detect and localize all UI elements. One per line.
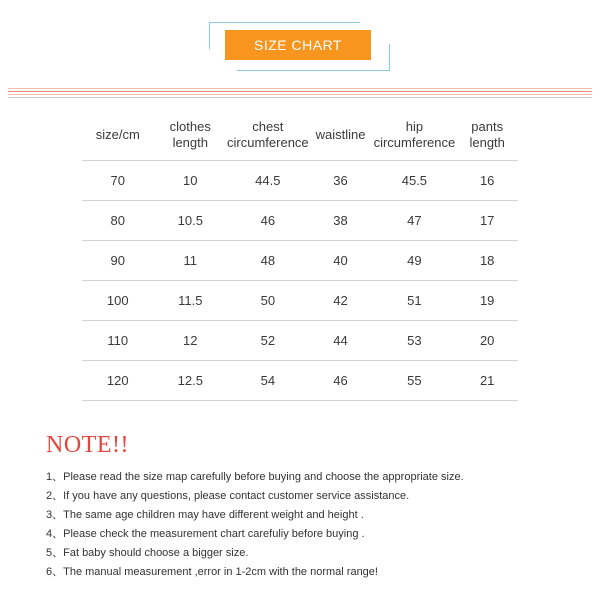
table-cell: 120	[82, 361, 154, 401]
header-waistline: waistline	[309, 110, 373, 161]
table-cell: 90	[82, 241, 154, 281]
table-row	[82, 161, 518, 201]
table-cell: 46	[227, 201, 309, 241]
size-chart-header	[205, 18, 395, 74]
note-item: 2、If you have any questions, please contact customer service assistance.	[46, 490, 410, 502]
table-cell: 54	[227, 361, 309, 401]
note-item: 3、The same age children may have different weight and height .	[46, 509, 364, 521]
header-size: size/cm	[82, 110, 154, 161]
table-cell: 10.5	[154, 201, 227, 241]
table-cell: 11	[154, 241, 227, 281]
note-heading: NOTE!!	[46, 432, 129, 458]
page-title: SIZE CHART	[225, 30, 371, 60]
table-cell: 19	[456, 281, 518, 321]
table-cell: 12.5	[154, 361, 227, 401]
table-cell: 53	[372, 321, 456, 361]
table-cell: 42	[309, 281, 373, 321]
table-cell: 17	[456, 201, 518, 241]
table-cell: 21	[456, 361, 518, 401]
note-item: 5、Fat baby should choose a bigger size.	[46, 547, 249, 559]
header-chest-circumference: chest circumference	[227, 110, 309, 161]
header-hip-circumference: hip circumference	[372, 110, 456, 161]
table-cell: 52	[227, 321, 309, 361]
table-cell: 18	[456, 241, 518, 281]
stripe-line	[8, 91, 592, 92]
table-cell: 20	[456, 321, 518, 361]
decorative-stripes	[8, 88, 592, 100]
note-item: 4、Please check the measurement chart carefuliy before buying .	[46, 528, 365, 540]
table-cell: 110	[82, 321, 154, 361]
table-cell: 100	[82, 281, 154, 321]
table-cell: 44	[309, 321, 373, 361]
table-cell: 40	[309, 241, 373, 281]
table-cell: 36	[309, 161, 373, 201]
table-row	[82, 241, 518, 281]
stripe-line	[8, 88, 592, 89]
size-table	[82, 110, 518, 401]
table-cell: 70	[82, 161, 154, 201]
table-row	[82, 321, 518, 361]
table-cell: 51	[372, 281, 456, 321]
stripe-line	[8, 94, 592, 95]
table-cell: 50	[227, 281, 309, 321]
table-cell: 16	[456, 161, 518, 201]
header-pants-length: pants length	[456, 110, 518, 161]
table-header-row	[82, 110, 518, 161]
table-cell: 55	[372, 361, 456, 401]
table-cell: 12	[154, 321, 227, 361]
table-cell: 48	[227, 241, 309, 281]
table-row	[82, 201, 518, 241]
table-cell: 45.5	[372, 161, 456, 201]
stripe-line	[8, 97, 592, 98]
note-list	[46, 470, 586, 584]
note-item: 1、Please read the size map carefully before buying and choose the appropriate size.	[46, 471, 464, 483]
table-cell: 11.5	[154, 281, 227, 321]
table-cell: 47	[372, 201, 456, 241]
table-cell: 80	[82, 201, 154, 241]
header-clothes-length: clothes length	[154, 110, 227, 161]
table-cell: 10	[154, 161, 227, 201]
table-cell: 49	[372, 241, 456, 281]
table-cell: 46	[309, 361, 373, 401]
table-cell: 38	[309, 201, 373, 241]
table-cell: 44.5	[227, 161, 309, 201]
note-item: 6、The manual measurement ,error in 1-2cm with the normal range!	[46, 566, 378, 578]
table-row	[82, 281, 518, 321]
table-row	[82, 361, 518, 401]
